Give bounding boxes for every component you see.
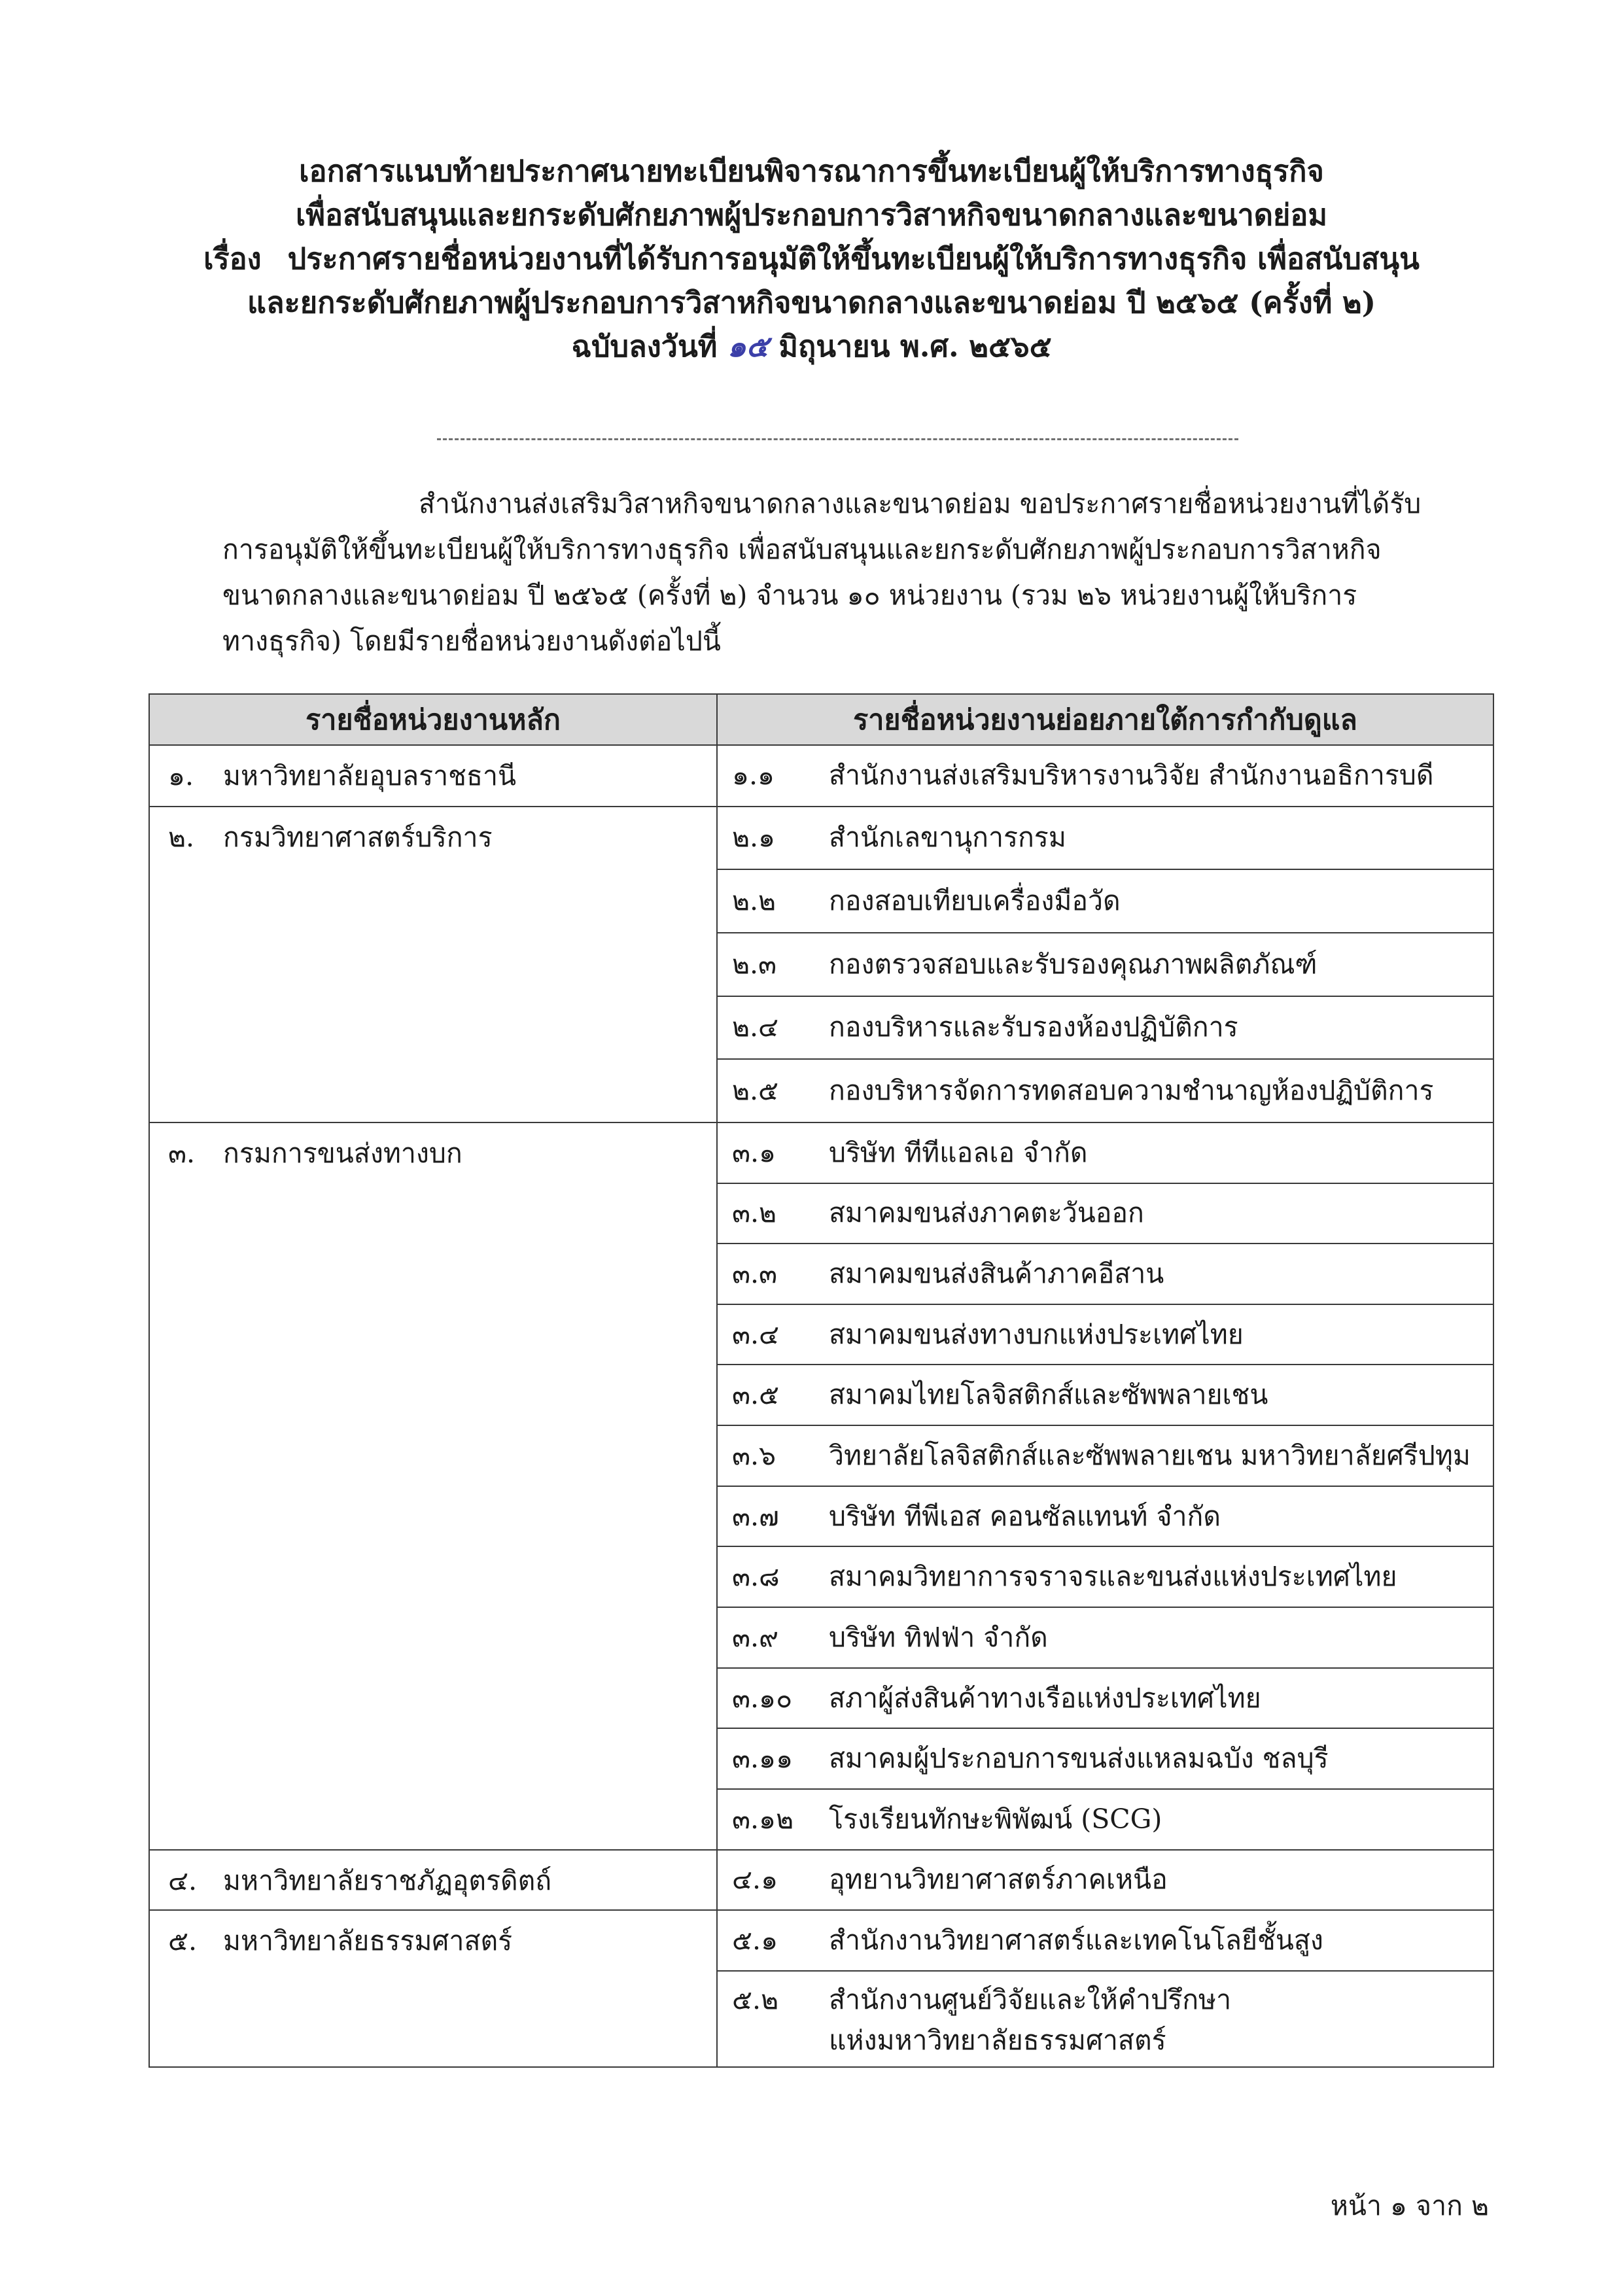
sub-agency-cell	[717, 869, 1493, 933]
sub-agency-number: ๕.๒	[732, 1984, 779, 2016]
sub-agency-cell	[717, 1183, 1493, 1244]
main-agency-cell	[149, 1122, 717, 1850]
sub-agency-number: ๑.๑	[732, 759, 775, 791]
sub-agency-cell	[717, 1546, 1493, 1607]
table-row	[149, 1910, 1493, 1971]
sub-agency-number: ๓.๑	[732, 1136, 777, 1168]
subject-label: เรื่อง	[203, 241, 262, 276]
intro-line-4: ทางธุรกิจ) โดยมีรายชื่อหน่วยงานดังต่อไปนี้	[222, 625, 721, 657]
header-date-line	[0, 324, 1623, 368]
sub-agency-cell	[717, 933, 1493, 996]
column-header-sub: รายชื่อหน่วยงานย่อยภายใต้การกำกับดูแล	[717, 694, 1493, 745]
sub-agency-cell	[717, 1850, 1493, 1911]
sub-agency-cell	[717, 1728, 1493, 1789]
main-agency-name: มหาวิทยาลัยอุบลราชธานี	[223, 760, 517, 791]
sub-agency-name: สำนักงานวิทยาศาสตร์และเทคโนโลยีชั้นสูง	[829, 1924, 1323, 1957]
header-subject-line	[0, 237, 1623, 281]
sub-agency-number: ๓.๗	[732, 1500, 779, 1532]
header-line-2: เพื่อสนับสนุนและยกระดับศักยภาพผู้ประกอบการวิสาหกิจขนาดกลางและขนาดย่อม	[295, 198, 1328, 232]
sub-agency-number: ๕.๑	[732, 1924, 778, 1957]
sub-agency-cell	[717, 1486, 1493, 1547]
sub-agency-name: บริษัท ทิฟฟ่า จำกัด	[829, 1621, 1048, 1653]
sub-agency-name: วิทยาลัยโลจิสติกส์และซัพพลายเชน มหาวิทยาลัยศรีปทุม	[829, 1439, 1471, 1471]
main-agency-name: มหาวิทยาลัยราชภัฏอุตรดิตถ์	[223, 1864, 552, 1896]
sub-agency-cell	[717, 1304, 1493, 1365]
sub-agency-cell	[717, 1365, 1493, 1425]
intro-line-1: สำนักงานส่งเสริมวิสาหกิจขนาดกลางและขนาดย่อม ขอประกาศรายชื่อหน่วยงานที่ได้รับ	[419, 488, 1422, 519]
sub-agency-name: สมาคมขนส่งสินค้าภาคอีสาน	[829, 1258, 1164, 1290]
sub-agency-number: ๓.๘	[732, 1561, 780, 1593]
agency-table	[148, 693, 1494, 2068]
sub-agency-cell	[717, 1122, 1493, 1183]
intro-line-3: ขนาดกลางและขนาดย่อม ปี ๒๕๖๕ (ครั้งที่ ๒) จำนวน ๑๐ หน่วยงาน (รวม ๒๖ หน่วยงานผู้ให้บริการ	[222, 580, 1357, 611]
sub-agency-name: สมาคมวิทยาการจราจรและขนส่งแห่งประเทศไทย	[829, 1561, 1397, 1593]
sub-agency-cell	[717, 1971, 1493, 2067]
sub-agency-cell	[717, 1244, 1493, 1304]
sub-agency-name: สมาคมขนส่งทางบกแห่งประเทศไทย	[829, 1318, 1244, 1350]
header-line-4: และยกระดับศักยภาพผู้ประกอบการวิสาหกิจขนาดกลางและขนาดย่อม ปี ๒๕๖๕ (ครั้งที่ ๒)	[247, 285, 1376, 320]
sub-agency-number: ๒.๑	[732, 822, 776, 854]
date-day-handwritten: ๑๕	[727, 329, 769, 364]
table-row	[149, 1850, 1493, 1911]
dashed-divider	[437, 438, 1238, 440]
table-row	[149, 1122, 1493, 1183]
sub-agency-number: ๒.๒	[732, 885, 777, 917]
sub-agency-name: สำนักงานส่งเสริมบริหารงานวิจัย สำนักงานอธิการบดี	[829, 759, 1434, 791]
main-agency-number: ๔.	[168, 1864, 198, 1896]
table-header-row	[149, 694, 1493, 745]
main-agency-number: ๓.	[168, 1137, 196, 1169]
sub-agency-number: ๓.๓	[732, 1258, 778, 1290]
sub-agency-name: สมาคมผู้ประกอบการขนส่งแหลมฉบัง ชลบุรี	[829, 1743, 1329, 1775]
main-agency-name: กรมการขนส่งทางบก	[223, 1137, 462, 1169]
main-agency-cell	[149, 1910, 717, 2067]
column-header-main: รายชื่อหน่วยงานหลัก	[149, 694, 717, 745]
sub-agency-number: ๔.๑	[732, 1864, 778, 1896]
sub-agency-cell	[717, 745, 1493, 807]
sub-agency-name: สภาผู้ส่งสินค้าทางเรือแห่งประเทศไทย	[829, 1682, 1261, 1714]
sub-agency-name: กองบริหารจัดการทดสอบความชำนาญห้องปฏิบัติการ	[829, 1075, 1434, 1107]
date-suffix: มิถุนายน พ.ศ. ๒๕๖๕	[778, 329, 1052, 364]
subject-text: ประกาศรายชื่อหน่วยงานที่ได้รับการอนุมัติให้ขึ้นทะเบียนผู้ให้บริการทางธุรกิจ เพื่อสนับสนุน	[287, 241, 1420, 276]
main-agency-cell	[149, 1850, 717, 1911]
sub-agency-name: สมาคมไทยโลจิสติกส์และซัพพลายเชน	[829, 1379, 1268, 1411]
sub-agency-number: ๓.๙	[732, 1621, 779, 1653]
page-number: หน้า ๑ จาก ๒	[1330, 2190, 1489, 2221]
sub-agency-number: ๓.๔	[732, 1318, 780, 1350]
sub-agency-name-line-1: สำนักงานศูนย์วิจัยและให้คำปรึกษา	[829, 1984, 1232, 2016]
sub-agency-name: โรงเรียนทักษะพิพัฒน์ (SCG)	[829, 1803, 1162, 1835]
sub-agency-cell	[717, 1059, 1493, 1122]
main-agency-cell	[149, 745, 717, 807]
table-row	[149, 807, 1493, 870]
sub-agency-name: สำนักเลขานุการกรม	[829, 822, 1066, 854]
main-agency-name: กรมวิทยาศาสตร์บริการ	[223, 821, 493, 853]
sub-agency-number: ๓.๑๒	[732, 1803, 794, 1835]
main-agency-number: ๒.	[168, 821, 195, 853]
document-header	[0, 149, 1623, 368]
sub-agency-cell	[717, 1425, 1493, 1486]
sub-agency-name: กองตรวจสอบและรับรองคุณภาพผลิตภัณฑ์	[829, 948, 1318, 980]
sub-agency-name: บริษัท ทีทีแอลเอ จำกัด	[829, 1136, 1088, 1168]
sub-agency-name: บริษัท ทีพีเอส คอนซัลแทนท์ จำกัด	[829, 1500, 1221, 1532]
sub-agency-number: ๓.๖	[732, 1439, 777, 1471]
sub-agency-name: กองสอบเทียบเครื่องมือวัด	[829, 885, 1121, 917]
sub-agency-number: ๒.๕	[732, 1075, 779, 1107]
sub-agency-number: ๓.๑๐	[732, 1682, 793, 1714]
sub-agency-name-line-2: แห่งมหาวิทยาลัยธรรมศาสตร์	[829, 2025, 1166, 2057]
main-agency-number: ๕.	[168, 1925, 198, 1957]
sub-agency-number: ๒.๔	[732, 1011, 779, 1043]
sub-agency-name: อุทยานวิทยาศาสตร์ภาคเหนือ	[829, 1864, 1168, 1896]
intro-paragraph	[222, 481, 1452, 664]
main-agency-name: มหาวิทยาลัยธรรมศาสตร์	[223, 1925, 513, 1957]
sub-agency-cell	[717, 1910, 1493, 1971]
main-agency-number: ๑.	[168, 760, 194, 791]
sub-agency-cell	[717, 996, 1493, 1060]
date-prefix: ฉบับลงวันที่	[571, 329, 718, 364]
sub-agency-cell	[717, 1789, 1493, 1850]
sub-agency-name-multiline	[829, 1979, 1231, 2061]
main-agency-cell	[149, 807, 717, 1122]
intro-line-2: การอนุมัติให้ขึ้นทะเบียนผู้ให้บริการทางธุรกิจ เพื่อสนับสนุนและยกระดับศักยภาพผู้ประกอบการวิสาหกิจ	[222, 534, 1382, 565]
sub-agency-number: ๓.๒	[732, 1197, 777, 1229]
sub-agency-number: ๓.๕	[732, 1379, 780, 1411]
sub-agency-cell	[717, 807, 1493, 870]
sub-agency-cell	[717, 1668, 1493, 1729]
table-row	[149, 745, 1493, 807]
sub-agency-cell	[717, 1607, 1493, 1668]
sub-agency-number: ๒.๓	[732, 948, 777, 980]
header-line-1: เอกสารแนบท้ายประกาศนายทะเบียนพิจารณาการขึ้นทะเบียนผู้ให้บริการทางธุรกิจ	[299, 154, 1324, 188]
sub-agency-name: สมาคมขนส่งภาคตะวันออก	[829, 1197, 1144, 1229]
sub-agency-name: กองบริหารและรับรองห้องปฏิบัติการ	[829, 1011, 1238, 1043]
sub-agency-number: ๓.๑๑	[732, 1743, 794, 1775]
